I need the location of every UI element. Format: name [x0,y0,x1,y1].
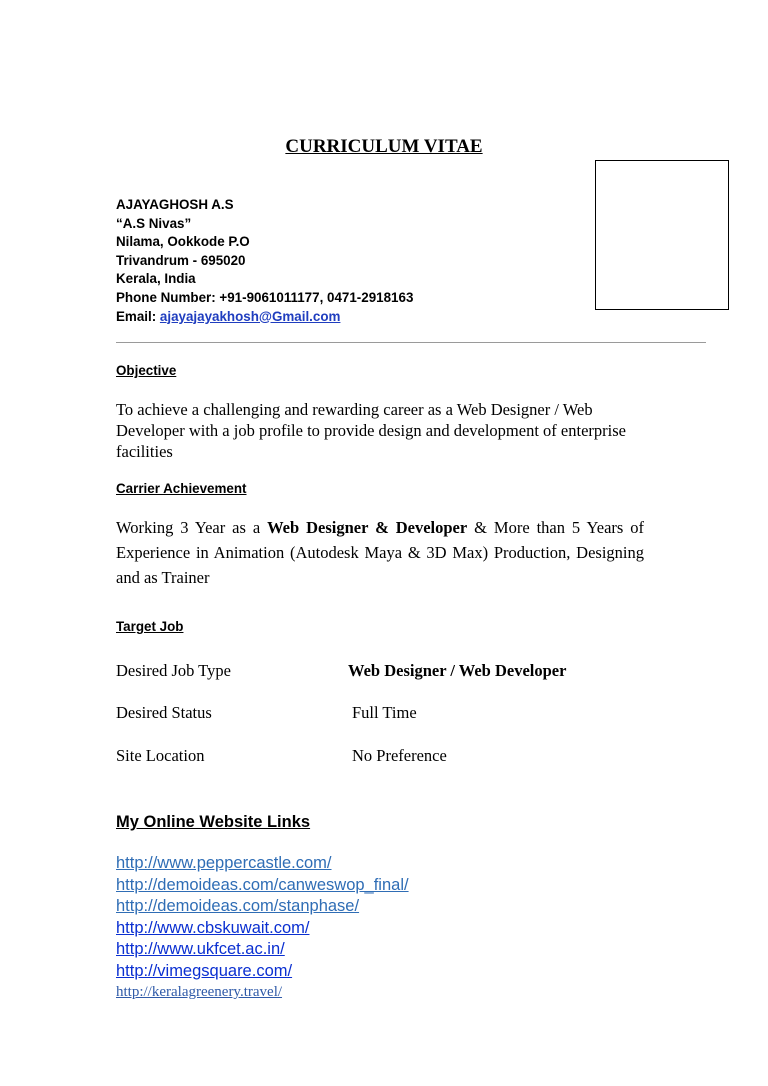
site-location-value: No Preference [352,746,447,765]
job-status-label: Desired Status [116,703,212,722]
job-row-status [116,703,676,725]
candidate-name: AJAYAGHOSH A.S [116,197,234,212]
site-location-label: Site Location [116,746,205,765]
carrier-achievement-heading: Carrier Achievement [116,481,247,496]
email-link[interactable]: ajayajayakhosh@Gmail.com [159,308,341,324]
divider-line [116,342,706,343]
document-title [0,136,768,158]
phone-number: Phone Number: +91-9061011177, 0471-2918163 [116,289,414,305]
house-name: “A.S Nivas” [116,215,192,231]
carrier-text-end: & More than 5 Years of Experience in Animation (Autodesk Maya & 3D Max) Production, Designing and as Trainer [116,518,644,587]
carrier-text-start: Working 3 Year as a [116,518,268,537]
city-address: Trivandrum - 695020 [116,252,246,268]
objective-heading: Objective [116,363,177,378]
target-job-heading: Target Job [116,619,184,634]
email-line [116,308,413,327]
job-status-value: Full Time [352,703,417,722]
job-row-location [116,746,676,768]
website-link[interactable]: http://www.ukfcet.ac.in/ [116,940,285,958]
website-link[interactable]: http://demoideas.com/stanphase/ [116,897,360,915]
carrier-achievement-text [116,515,644,590]
website-links-heading: My Online Website Links [116,813,311,831]
carrier-role-bold: Web Designer & Developer [267,518,468,537]
objective-text: To achieve a challenging and rewarding career as a Web Designer / Web Developer with a job profile to provide design and development of enterprise facilities [116,400,626,461]
website-link[interactable]: http://demoideas.com/canweswop_final/ [116,875,409,894]
job-type-label: Desired Job Type [116,661,231,680]
document-title-text: CURRICULUM VITAE [285,136,483,157]
state-address: Kerala, India [116,271,196,287]
website-link[interactable]: http://vimegsquare.com/ [116,961,293,980]
contact-block [116,196,413,326]
job-type-value: Web Designer / Web Developer [348,661,567,680]
email-label: Email: [116,308,160,324]
street-address: Nilama, Ookkode P.O [116,234,250,250]
photo-placeholder [595,160,729,310]
website-link[interactable]: http://www.cbskuwait.com/ [116,918,310,937]
job-row-type [116,661,676,683]
website-links-list [116,853,409,1004]
website-link[interactable]: http://www.peppercastle.com/ [116,854,332,872]
website-link[interactable]: http://keralagreenery.travel/ [116,984,283,1000]
